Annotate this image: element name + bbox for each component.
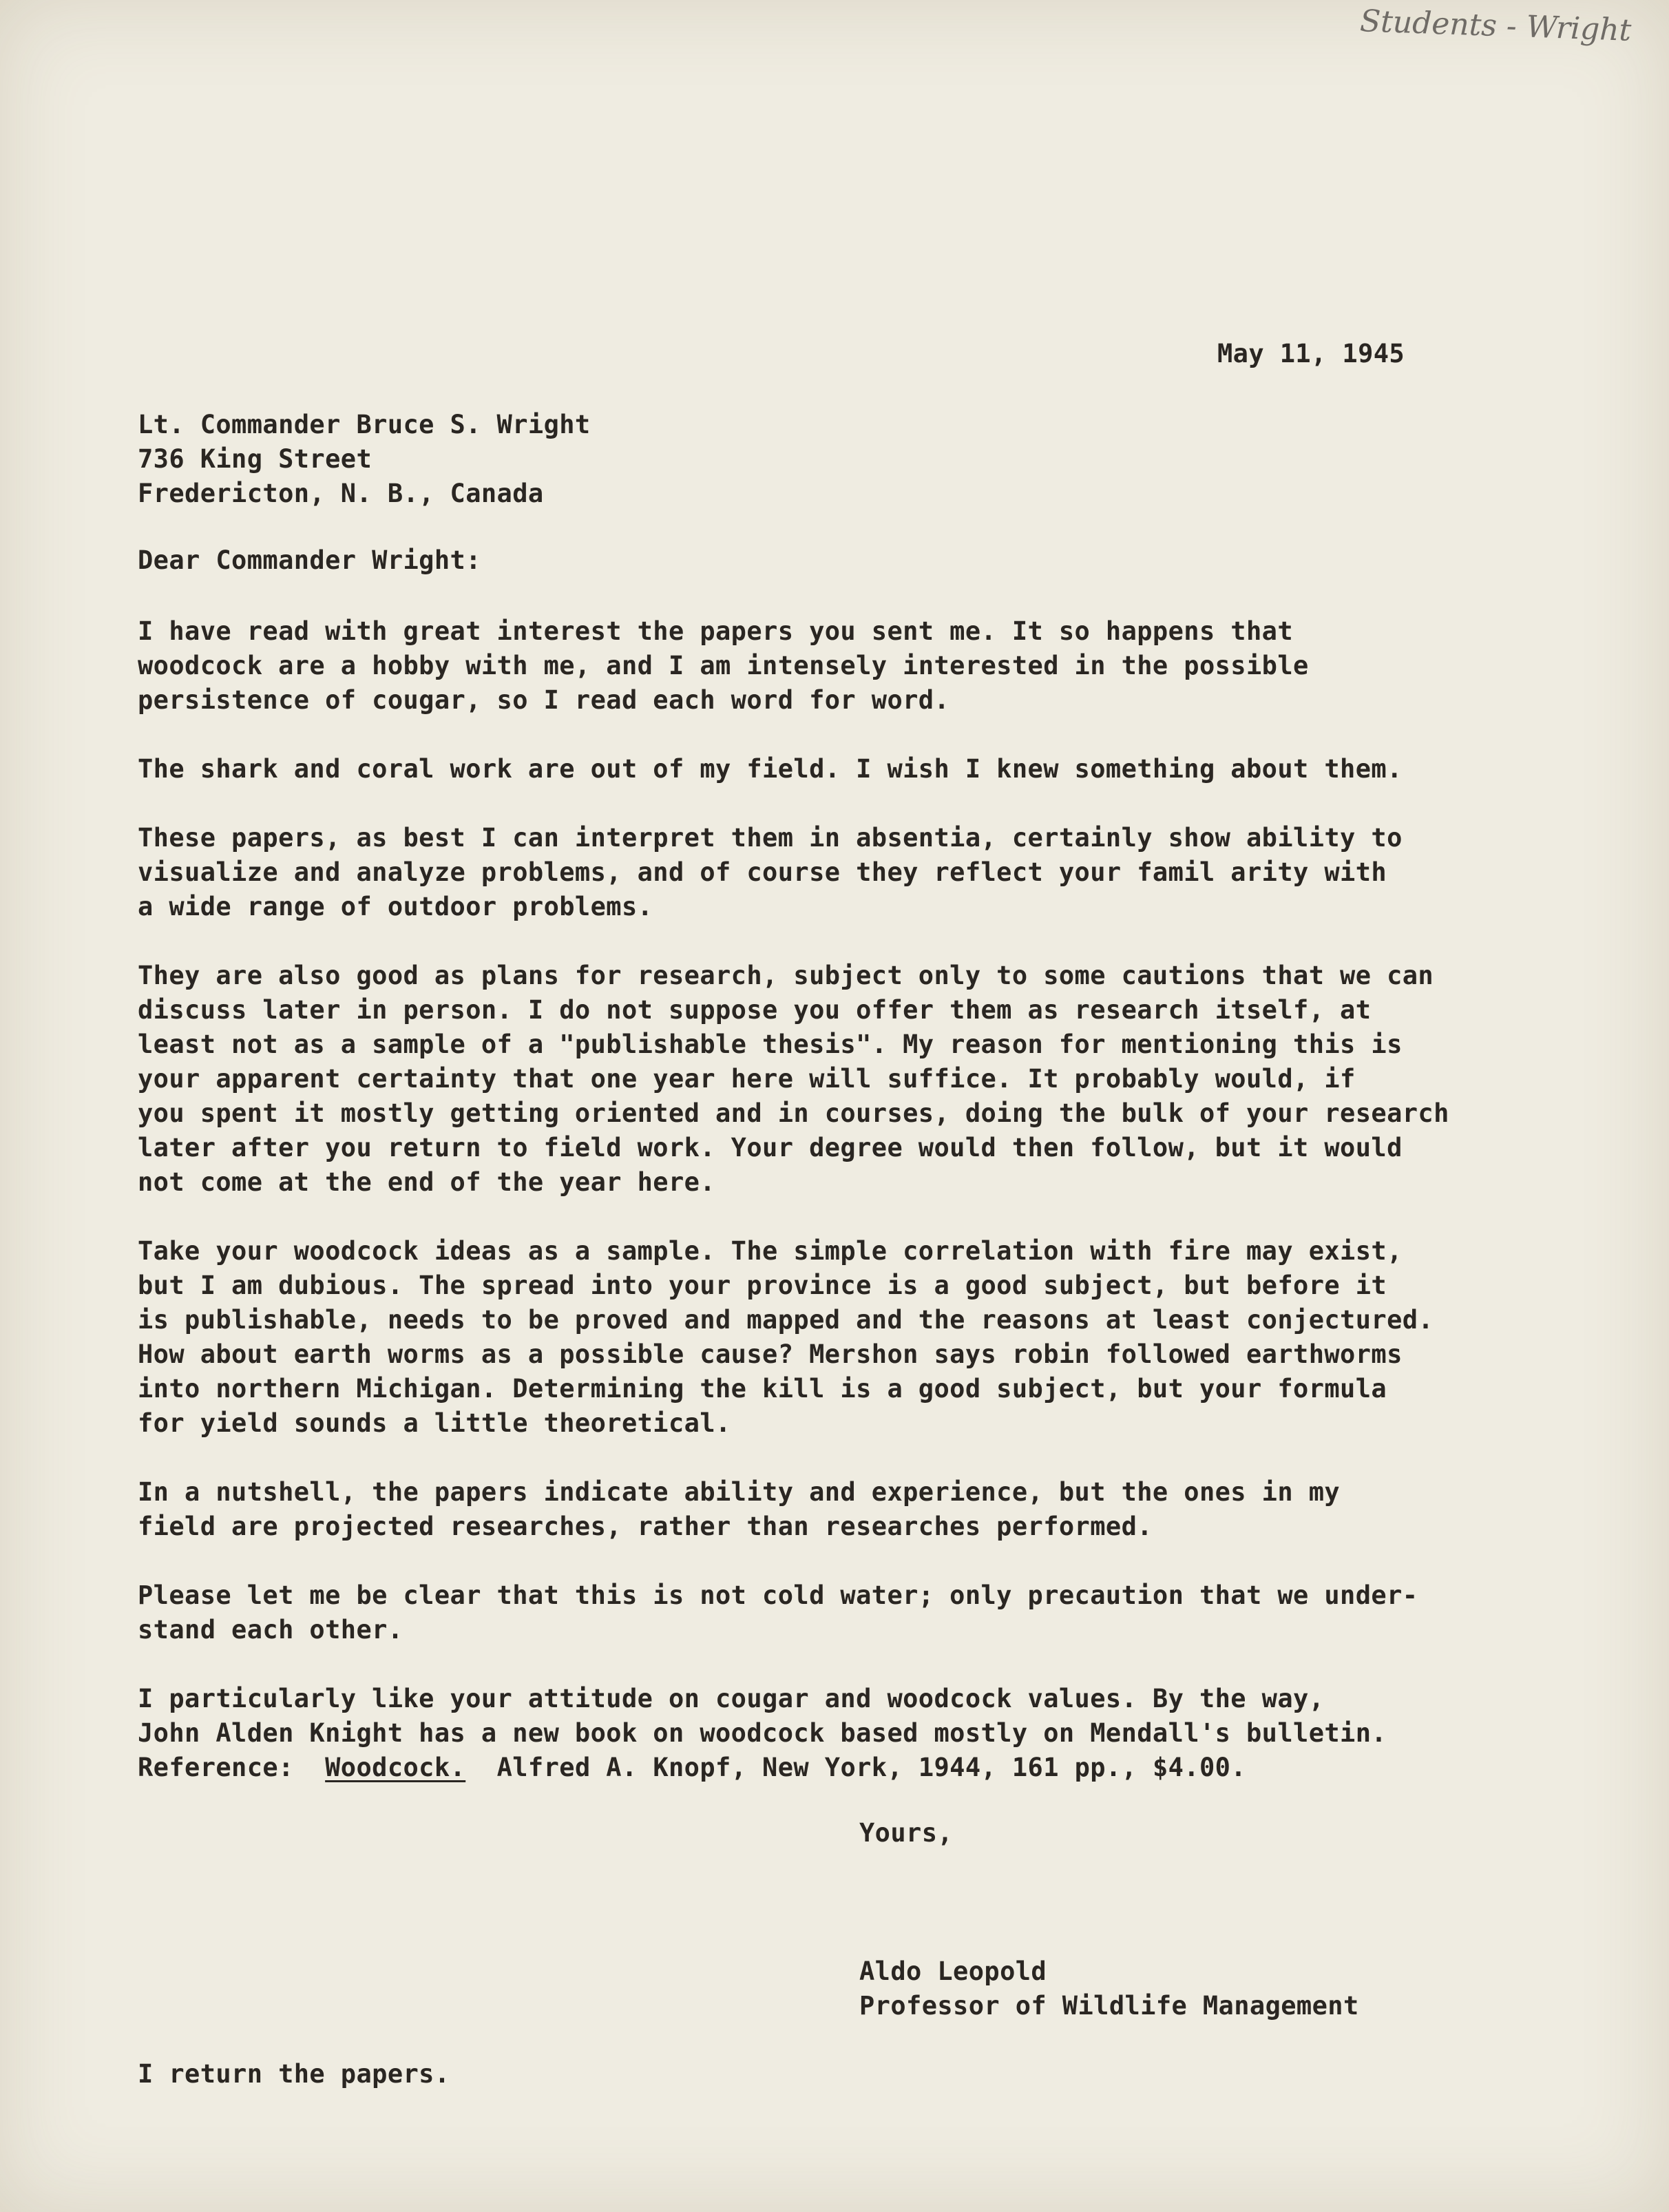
body-line: These papers, as best I can interpret them in absentia, certainly show ability to xyxy=(138,823,1403,853)
body-line: least not as a sample of a "publishable thesis". My reason for mentioning this is xyxy=(138,1030,1403,1059)
body-line: woodcock are a hobby with me, and I am intensely interested in the possible xyxy=(138,651,1309,680)
body-line: for yield sounds a little theoretical. xyxy=(138,1408,731,1438)
body-line: Take your woodcock ideas as a sample. The simple correlation with fire may exist, xyxy=(138,1236,1403,1266)
body-paragraph xyxy=(138,1234,1597,1441)
body-line: How about earth worms as a possible cause? Mershon says robin followed earthworms xyxy=(138,1339,1403,1369)
recipient-street: 736 King Street xyxy=(138,444,372,474)
book-title: Woodcock. xyxy=(325,1753,466,1782)
handwritten-file-note: Students - Wright xyxy=(1359,3,1633,48)
letter-body xyxy=(138,614,1597,1819)
body-line: you spent it mostly getting oriented and in courses, doing the bulk of your research xyxy=(138,1098,1449,1128)
salutation: Dear Commander Wright: xyxy=(138,545,481,575)
body-paragraph xyxy=(138,752,1597,786)
body-line: a wide range of outdoor problems. xyxy=(138,892,653,921)
body-line: persistence of cougar, so I read each word for word. xyxy=(138,685,950,715)
body-line: but I am dubious. The spread into your province is a good subject, but before it xyxy=(138,1271,1387,1300)
body-line: visualize and analyze problems, and of course they reflect your famil arity with xyxy=(138,857,1387,887)
body-line: stand each other. xyxy=(138,1615,403,1645)
closing: Yours, xyxy=(859,1818,954,1848)
body-line: In a nutshell, the papers indicate ability and experience, but the ones in my xyxy=(138,1477,1341,1507)
body-line: is publishable, needs to be proved and mapped and the reasons at least conjectured. xyxy=(138,1305,1434,1335)
body-line: John Alden Knight has a new book on woodcock based mostly on Mendall's bulletin. xyxy=(138,1718,1387,1748)
body-paragraph xyxy=(138,614,1597,718)
recipient-address xyxy=(138,408,591,511)
reference-line xyxy=(138,1751,1597,1785)
recipient-name: Lt. Commander Bruce S. Wright xyxy=(138,410,591,439)
body-line: I have read with great interest the papers you sent me. It so happens that xyxy=(138,616,1294,646)
body-line: The shark and coral work are out of my field. I wish I knew something about them. xyxy=(138,754,1403,784)
body-line: your apparent certainty that one year here will suffice. It probably would, if xyxy=(138,1064,1356,1094)
body-line: field are projected researches, rather than researches performed. xyxy=(138,1512,1153,1541)
body-line: not come at the end of the year here. xyxy=(138,1167,716,1197)
body-line: discuss later in person. I do not suppose you offer them as research itself, at xyxy=(138,995,1372,1025)
body-paragraph-reference xyxy=(138,1682,1597,1785)
body-line: later after you return to field work. Your degree would then follow, but it would xyxy=(138,1133,1403,1162)
signer-name: Aldo Leopold xyxy=(859,1957,1047,1986)
letter-date: May 11, 1945 xyxy=(1217,339,1405,368)
body-paragraph xyxy=(138,821,1597,924)
body-line: They are also good as plans for research, subject only to some cautions that we can xyxy=(138,961,1434,990)
body-line: into northern Michigan. Determining the kill is a good subject, but your formula xyxy=(138,1374,1387,1404)
body-paragraph xyxy=(138,959,1597,1200)
signature-block xyxy=(859,1954,1359,2023)
postscript: I return the papers. xyxy=(138,2059,450,2089)
body-paragraph xyxy=(138,1475,1597,1544)
signer-title: Professor of Wildlife Management xyxy=(859,1991,1359,2021)
body-line: Please let me be clear that this is not cold water; only precaution that we under- xyxy=(138,1580,1418,1610)
body-paragraph xyxy=(138,1578,1597,1647)
body-line: I particularly like your attitude on cougar and woodcock values. By the way, xyxy=(138,1684,1325,1713)
recipient-city: Fredericton, N. B., Canada xyxy=(138,479,544,508)
reference-details: Alfred A. Knopf, New York, 1944, 161 pp., $4.00. xyxy=(465,1753,1247,1782)
reference-prefix: Reference: xyxy=(138,1753,326,1782)
